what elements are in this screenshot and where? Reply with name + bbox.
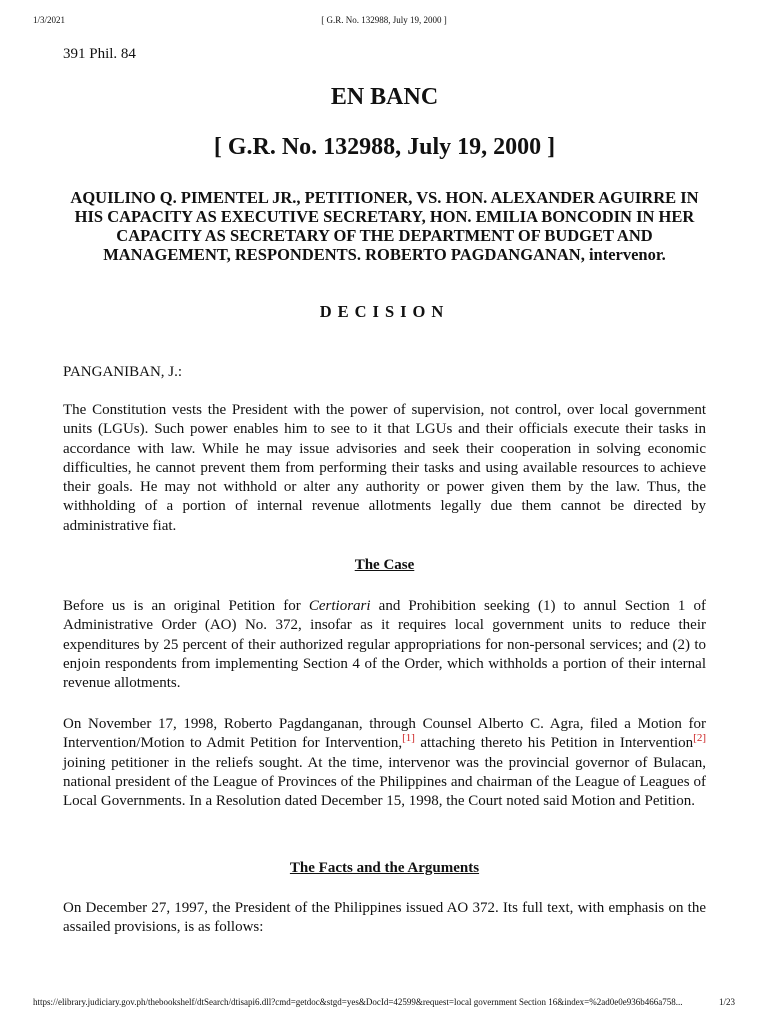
paragraph-ao372: On December 27, 1997, the President of the Philippines issued AO 372. Its full text, with emphasis on the assailed provisions, is as follows: <box>63 900 706 936</box>
paragraph-petition-text-b: and Prohibition seeking (1) to annul Section 1 of Administrative Order (AO) No. 372, insofar as it requires local government units to reduce their expenditures by 25 percent of their authorized regular appropriations for non-personal services; and (2) to enjoin respondents from implementing Section 4 of the Order, which withholds a portion of their internal revenue allotments. <box>63 598 706 692</box>
footnote-link-1[interactable]: [1] <box>402 732 415 745</box>
citation: 391 Phil. 84 <box>63 46 136 62</box>
paragraph-petition-italic: Certiorari <box>308 598 371 614</box>
print-title: [ G.R. No. 132988, July 19, 2000 ] <box>321 15 447 25</box>
print-header <box>0 12 768 28</box>
footnote-link-2[interactable]: [2] <box>693 732 706 745</box>
paragraph-intervention-text-c: joining petitioner in the reliefs sought. At the time, intervenor was the provincial governor of Bulacan, national president of the League of Provinces of the Philippines and chairman of the League of Leagues of Local Governments. In a Resolution dated December 15, 1998, the Court noted said Motion and Petition. <box>63 754 706 810</box>
section-heading-case: The Case <box>354 557 415 573</box>
source-url: https://elibrary.judiciary.gov.ph/thebookshelf/dtSearch/dtisapi6.dll?cmd=getdoc&stgd=yes&DocId=42599&request=local government Section 16&index=%2ad0e0e936b466a758... <box>33 997 683 1007</box>
decision-heading: DECISION <box>319 302 450 321</box>
paragraph-intervention <box>63 715 706 811</box>
paragraph-petition-text-a: Before us is an original Petition for <box>63 598 309 614</box>
case-number-heading: [ G.R. No. 132988, July 19, 2000 ] <box>213 134 556 160</box>
paragraph-intervention-text-b: attaching thereto his Petition in Intervention <box>414 735 694 752</box>
paragraph-intro: The Constitution vests the President with the power of supervision, not control, over local government units (LGUs). Such power enables him to see to it that LGUs and their officials execute their tasks in accordance with law. While he may issue advisories and seek their cooperation in solving economic difficulties, he cannot prevent them from performing their tasks and using available resources to achieve their goals. He may not withhold or alter any authority or power given them by the law. Thus, the withholding of a portion of internal revenue allotments legally due them cannot be directed by administrative fiat. <box>63 402 706 534</box>
print-date: 1/3/2021 <box>33 15 66 25</box>
division-heading: EN BANC <box>330 84 439 110</box>
paragraph-petition <box>63 597 706 693</box>
page-number: 1/23 <box>718 997 735 1007</box>
section-heading-facts: The Facts and the Arguments <box>289 860 480 876</box>
case-parties: AQUILINO Q. PIMENTEL JR., PETITIONER, VS. HON. ALEXANDER AGUIRRE IN HIS CAPACITY AS EXECUTIVE SECRETARY, HON. EMILIA BONCODIN IN HER CAPACITY AS SECRETARY OF THE DEPARTMENT OF BUDGET AND MANAGEMENT, RESPONDENTS. ROBERTO PAGDANGANAN, intervenor. <box>70 188 699 264</box>
ponente: PANGANIBAN, J.: <box>63 364 183 380</box>
print-footer <box>0 994 768 1010</box>
paragraph-intervention-text-a: On November 17, 1998, Roberto Pagdanganan, through Counsel Alberto C. Agra, filed a Motion for Intervention/Motion to Admit Petition for Intervention, <box>63 716 706 752</box>
